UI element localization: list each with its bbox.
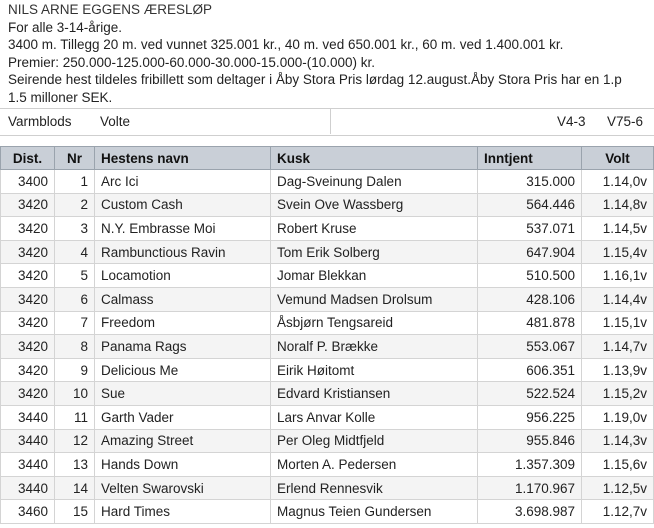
table-row[interactable] [1,453,654,477]
cell-horse-name[interactable]: Rambunctious Ravin [95,240,271,264]
cell-record: 1.12,5v [582,476,654,500]
cell-driver-name[interactable]: Svein Ove Wassberg [271,193,478,217]
cell-horse-name[interactable]: Locamotion [95,264,271,288]
cell-dist: 3420 [1,240,55,264]
cell-record: 1.14,3v [582,429,654,453]
column-header-driver[interactable]: Kusk [271,147,478,170]
table-row[interactable] [1,240,654,264]
race-header [8,1,622,106]
cell-record: 1.15,6v [582,453,654,477]
table-row[interactable] [1,193,654,217]
cell-nr: 8 [55,335,95,359]
cell-horse-name[interactable]: Custom Cash [95,193,271,217]
cell-earnings: 537.071 [478,217,582,241]
race-info-bar [0,108,654,136]
cell-dist: 3420 [1,358,55,382]
column-header-nr[interactable]: Nr [55,147,95,170]
cell-earnings: 956.225 [478,405,582,429]
column-header-record[interactable]: Volt [582,147,654,170]
cell-driver-name[interactable]: Edvard Kristiansen [271,382,478,406]
cell-nr: 6 [55,287,95,311]
table-row[interactable] [1,170,654,194]
race-title: NILS ARNE EGGENS ÆRESLØP [8,2,213,17]
cell-record: 1.14,5v [582,217,654,241]
cell-driver-name[interactable]: Lars Anvar Kolle [271,405,478,429]
table-header-row [1,147,654,170]
breed-label: Varmblods [8,114,72,129]
cell-horse-name[interactable]: Arc Ici [95,170,271,194]
cell-earnings: 481.878 [478,311,582,335]
cell-dist: 3440 [1,476,55,500]
cell-horse-name[interactable]: Hard Times [95,500,271,524]
cell-nr: 9 [55,358,95,382]
cell-earnings: 3.698.987 [478,500,582,524]
cell-dist: 3440 [1,453,55,477]
cell-horse-name[interactable]: Panama Rags [95,335,271,359]
cell-dist: 3400 [1,170,55,194]
cell-dist: 3420 [1,335,55,359]
column-header-earnings[interactable]: Inntjent [478,147,582,170]
cell-record: 1.14,4v [582,287,654,311]
cell-earnings: 510.500 [478,264,582,288]
table-row[interactable] [1,382,654,406]
cell-nr: 5 [55,264,95,288]
race-note-line1: Seirende hest tildeles fribillett som deltager i Åby Stora Pris lørdag 12.august.Åby Stora Pris har en 1.p [8,72,622,87]
cell-dist: 3460 [1,500,55,524]
cell-dist: 3420 [1,264,55,288]
table-row[interactable] [1,358,654,382]
cell-record: 1.13,9v [582,358,654,382]
cell-earnings: 955.846 [478,429,582,453]
cell-dist: 3420 [1,287,55,311]
v75-game-label: V75-6 [607,114,644,129]
cell-horse-name[interactable]: Calmass [95,287,271,311]
table-row[interactable] [1,335,654,359]
cell-driver-name[interactable]: Vemund Madsen Drolsum [271,287,478,311]
starters-table [0,146,654,524]
cell-earnings: 647.904 [478,240,582,264]
cell-nr: 14 [55,476,95,500]
cell-horse-name[interactable]: Freedom [95,311,271,335]
cell-earnings: 522.524 [478,382,582,406]
cell-earnings: 315.000 [478,170,582,194]
cell-earnings: 553.067 [478,335,582,359]
cell-nr: 11 [55,405,95,429]
cell-nr: 1 [55,170,95,194]
cell-nr: 10 [55,382,95,406]
cell-driver-name[interactable]: Morten A. Pedersen [271,453,478,477]
cell-nr: 4 [55,240,95,264]
cell-dist: 3440 [1,429,55,453]
cell-record: 1.14,7v [582,335,654,359]
cell-driver-name[interactable]: Jomar Blekkan [271,264,478,288]
cell-dist: 3420 [1,382,55,406]
cell-driver-name[interactable]: Magnus Teien Gundersen [271,500,478,524]
cell-earnings: 1.357.309 [478,453,582,477]
cell-record: 1.14,8v [582,193,654,217]
race-eligibility: For alle 3-14-årige. [8,19,123,35]
cell-earnings: 606.351 [478,358,582,382]
cell-driver-name[interactable]: Erlend Rennesvik [271,476,478,500]
cell-record: 1.14,0v [582,170,654,194]
cell-record: 1.15,2v [582,382,654,406]
cell-driver-name[interactable]: Per Oleg Midtfjeld [271,429,478,453]
cell-horse-name[interactable]: Hands Down [95,453,271,477]
cell-dist: 3440 [1,405,55,429]
table-row[interactable] [1,476,654,500]
cell-horse-name[interactable]: Amazing Street [95,429,271,453]
column-header-dist[interactable]: Dist. [1,147,55,170]
cell-horse-name[interactable]: Garth Vader [95,405,271,429]
cell-driver-name[interactable]: Åsbjørn Tengsareid [271,311,478,335]
cell-record: 1.16,1v [582,264,654,288]
race-note-line2: 1.5 milloner SEK. [8,89,113,105]
cell-nr: 3 [55,217,95,241]
cell-nr: 15 [55,500,95,524]
v4-game-label: V4-3 [557,114,586,129]
table-row[interactable] [1,500,654,524]
cell-nr: 13 [55,453,95,477]
cell-earnings: 428.106 [478,287,582,311]
cell-driver-name[interactable]: Dag-Sveinung Dalen [271,170,478,194]
cell-driver-name[interactable]: Tom Erik Solberg [271,240,478,264]
cell-record: 1.15,1v [582,311,654,335]
table-row[interactable] [1,264,654,288]
table-row[interactable] [1,405,654,429]
table-row[interactable] [1,287,654,311]
table-row[interactable] [1,311,654,335]
start-type-label: Volte [100,114,131,129]
cell-earnings: 564.446 [478,193,582,217]
cell-horse-name[interactable]: Velten Swarovski [95,476,271,500]
info-divider [330,109,331,134]
cell-dist: 3420 [1,193,55,217]
cell-driver-name[interactable]: Eirik Høitomt [271,358,478,382]
cell-horse-name[interactable]: Delicious Me [95,358,271,382]
cell-dist: 3420 [1,217,55,241]
cell-driver-name[interactable]: Robert Kruse [271,217,478,241]
cell-earnings: 1.170.967 [478,476,582,500]
column-header-horse[interactable]: Hestens navn [95,147,271,170]
cell-nr: 12 [55,429,95,453]
table-row[interactable] [1,429,654,453]
table-row[interactable] [1,217,654,241]
race-prizes: Premier: 250.000-125.000-60.000-30.000-15.000-(10.000) kr. [8,54,375,70]
race-handicap: 3400 m. Tillegg 20 m. ved vunnet 325.001 kr., 40 m. ved 650.001 kr., 60 m. ved 1.400.001 kr. [8,37,564,52]
cell-nr: 2 [55,193,95,217]
cell-nr: 7 [55,311,95,335]
cell-record: 1.12,7v [582,500,654,524]
cell-dist: 3420 [1,311,55,335]
cell-horse-name[interactable]: N.Y. Embrasse Moi [95,217,271,241]
cell-driver-name[interactable]: Noralf P. Brække [271,335,478,359]
cell-record: 1.19,0v [582,405,654,429]
cell-record: 1.15,4v [582,240,654,264]
cell-horse-name[interactable]: Sue [95,382,271,406]
